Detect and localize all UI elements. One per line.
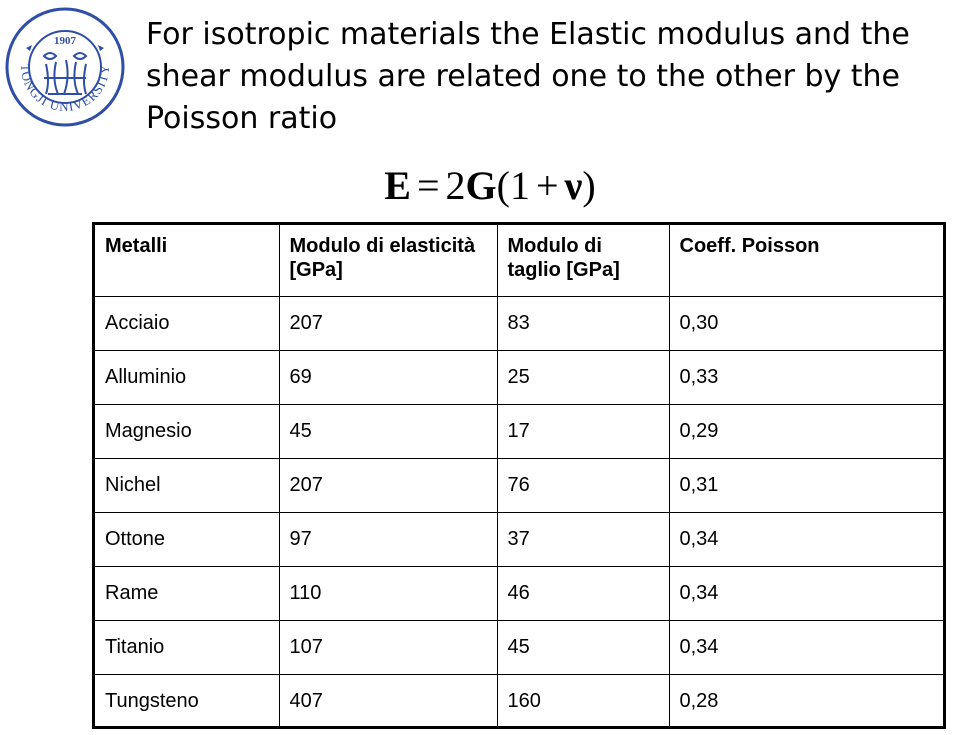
metals-table (95, 225, 943, 728)
cell-poisson: 0,34 (669, 621, 943, 675)
table-row (95, 297, 943, 351)
cell-shear-modulus: 160 (497, 675, 669, 729)
formula-e: E (384, 163, 411, 208)
cell-metal: Acciaio (95, 297, 279, 351)
formula-coef: 2 (445, 163, 466, 208)
cell-shear-modulus: 37 (497, 513, 669, 567)
table-row (95, 513, 943, 567)
cell-poisson: 0,34 (669, 567, 943, 621)
intro-text: For isotropic materials the Elastic modulus and the shear modulus are related one to the other by the Poisson ratio (146, 17, 910, 136)
university-seal-icon (4, 6, 126, 128)
table-row (95, 459, 943, 513)
cell-poisson: 0,33 (669, 351, 943, 405)
table-row (95, 621, 943, 675)
cell-shear-modulus: 17 (497, 405, 669, 459)
cell-metal: Magnesio (95, 405, 279, 459)
cell-poisson: 0,29 (669, 405, 943, 459)
cell-metal: Alluminio (95, 351, 279, 405)
cell-poisson: 0,30 (669, 297, 943, 351)
cell-shear-modulus: 46 (497, 567, 669, 621)
header-metalli: Metalli (95, 225, 279, 297)
cell-elastic-modulus: 207 (279, 297, 497, 351)
header-coeff-poisson: Coeff. Poisson (669, 225, 943, 297)
cell-poisson: 0,28 (669, 675, 943, 729)
cell-shear-modulus: 45 (497, 621, 669, 675)
formula-plus: + (535, 163, 559, 208)
cell-elastic-modulus: 45 (279, 405, 497, 459)
formula-nu: ν (564, 163, 583, 208)
header-modulo-taglio: Modulo di taglio [GPa] (497, 225, 669, 297)
formula-close-paren: ) (582, 163, 596, 208)
table-row (95, 675, 943, 729)
cell-elastic-modulus: 110 (279, 567, 497, 621)
formula-one: 1 (509, 163, 530, 208)
table-row (95, 567, 943, 621)
formula-open-paren: ( (496, 163, 510, 208)
cell-elastic-modulus: 69 (279, 351, 497, 405)
cell-metal: Titanio (95, 621, 279, 675)
cell-elastic-modulus: 107 (279, 621, 497, 675)
table-row (95, 405, 943, 459)
seal-emblem (44, 53, 86, 94)
cell-elastic-modulus: 207 (279, 459, 497, 513)
formula-equals: = (416, 163, 440, 208)
cell-elastic-modulus: 97 (279, 513, 497, 567)
cell-metal: Nichel (95, 459, 279, 513)
formula-g: G (465, 163, 497, 208)
cell-shear-modulus: 25 (497, 351, 669, 405)
seal-graphic (4, 6, 126, 128)
seal-year: 1907 (54, 35, 76, 47)
cell-elastic-modulus: 407 (279, 675, 497, 729)
table-row (95, 351, 943, 405)
cell-poisson: 0,31 (669, 459, 943, 513)
cell-shear-modulus: 83 (497, 297, 669, 351)
header-modulo-elasticita: Modulo di elasticità [GPa] (279, 225, 497, 297)
cell-metal: Ottone (95, 513, 279, 567)
formula (0, 160, 980, 212)
cell-shear-modulus: 76 (497, 459, 669, 513)
cell-metal: Rame (95, 567, 279, 621)
cell-metal: Tungsteno (95, 675, 279, 729)
cell-poisson: 0,34 (669, 513, 943, 567)
table-header-row (95, 225, 943, 297)
metals-table-frame (92, 222, 946, 729)
seal-lettering: TONGJI UNIVERSITY (17, 63, 113, 115)
